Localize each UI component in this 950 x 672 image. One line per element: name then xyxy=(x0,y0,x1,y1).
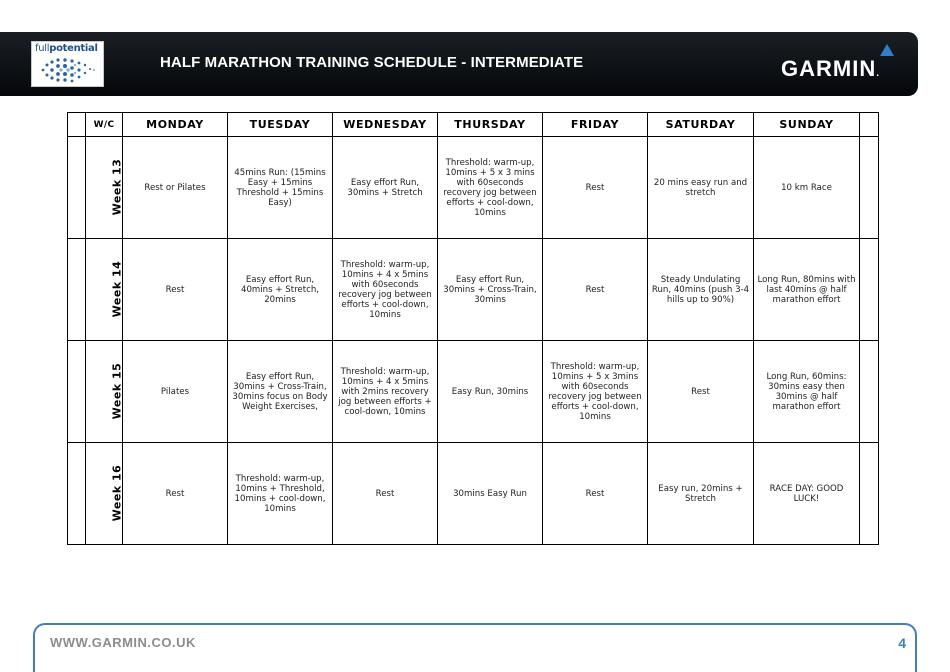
page-number: 4 xyxy=(898,635,906,651)
table-cell: RACE DAY: GOOD LUCK! xyxy=(754,443,860,545)
table-row xyxy=(68,239,879,341)
table-cell: 30mins Easy Run xyxy=(438,443,543,545)
table-cell: Easy effort Run, 40mins + Stretch, 20mins xyxy=(228,239,333,341)
column-header-thursday: THURSDAY xyxy=(438,113,543,137)
fullpotential-logo xyxy=(31,41,104,87)
week-label: Week 13 xyxy=(110,158,124,216)
week-label: Week 16 xyxy=(110,464,124,522)
table-cell: Easy Run, 30mins xyxy=(438,341,543,443)
table-cell: 10 km Race xyxy=(754,137,860,239)
header-spacer-right xyxy=(860,113,879,137)
row-spacer-left xyxy=(68,137,86,239)
week-cell xyxy=(86,239,123,341)
table-cell: 20 mins easy run and stretch xyxy=(648,137,754,239)
table-row xyxy=(68,341,879,443)
table-cell: Easy effort Run, 30mins + Stretch xyxy=(333,137,438,239)
training-schedule-table xyxy=(67,112,879,545)
table-row xyxy=(68,137,879,239)
garmin-triangle-icon xyxy=(880,44,894,56)
row-spacer-right xyxy=(860,443,879,545)
table-cell: Long Run, 60mins: 30mins easy then 30mins @ half marathon effort xyxy=(754,341,860,443)
fullpotential-logo-icon xyxy=(37,56,99,84)
row-spacer-left xyxy=(68,341,86,443)
table-row xyxy=(68,443,879,545)
table-cell: 45mins Run: (15mins Easy + 15mins Threshold + 15mins Easy) xyxy=(228,137,333,239)
table-cell: Rest or Pilates xyxy=(123,137,228,239)
column-header-saturday: SATURDAY xyxy=(648,113,754,137)
table-cell: Easy effort Run, 30mins + Cross-Train, 30mins focus on Body Weight Exercises, xyxy=(228,341,333,443)
table-cell: Rest xyxy=(543,137,648,239)
row-spacer-right xyxy=(860,341,879,443)
row-spacer-right xyxy=(860,239,879,341)
row-spacer-right xyxy=(860,137,879,239)
week-label: Week 14 xyxy=(110,260,124,318)
table-cell: Rest xyxy=(123,443,228,545)
week-label: Week 15 xyxy=(110,362,124,420)
table-cell: Rest xyxy=(543,443,648,545)
table-cell: Long Run, 80mins with last 40mins @ half marathon effort xyxy=(754,239,860,341)
logo-wordmark: fullpotential xyxy=(35,43,98,54)
page-footer xyxy=(33,623,917,672)
column-header-wednesday: WEDNESDAY xyxy=(333,113,438,137)
table-cell: Easy effort Run, 30mins + Cross-Train, 30mins xyxy=(438,239,543,341)
table-cell: Threshold: warm-up, 10mins + Threshold, 10mins + cool-down, 10mins xyxy=(228,443,333,545)
column-header-wc: W/C xyxy=(86,113,123,137)
week-cell xyxy=(86,341,123,443)
week-cell xyxy=(86,137,123,239)
table-header-row xyxy=(68,113,879,137)
table-cell: Rest xyxy=(123,239,228,341)
week-cell xyxy=(86,443,123,545)
table-cell: Threshold: warm-up, 10mins + 4 x 5mins with 2mins recovery jog between efforts + cool-down, 10mins xyxy=(333,341,438,443)
table-cell: Threshold: warm-up, 10mins + 5 x 3 mins with 60seconds recovery jog between efforts + cool-down, 10mins xyxy=(438,137,543,239)
table-cell: Easy run, 20mins + Stretch xyxy=(648,443,754,545)
table-cell: Rest xyxy=(648,341,754,443)
garmin-logo: GARMIN. xyxy=(781,56,880,81)
header-spacer-left xyxy=(68,113,86,137)
footer-website-link[interactable]: WWW.GARMIN.CO.UK xyxy=(50,635,196,650)
column-header-tuesday: TUESDAY xyxy=(228,113,333,137)
row-spacer-left xyxy=(68,239,86,341)
row-spacer-left xyxy=(68,443,86,545)
column-header-monday: MONDAY xyxy=(123,113,228,137)
column-header-sunday: SUNDAY xyxy=(754,113,860,137)
table-cell: Rest xyxy=(543,239,648,341)
page-header xyxy=(0,32,918,96)
table-cell: Rest xyxy=(333,443,438,545)
column-header-friday: FRIDAY xyxy=(543,113,648,137)
table-cell: Pilates xyxy=(123,341,228,443)
table-cell: Threshold: warm-up, 10mins + 4 x 5mins with 60seconds recovery jog between efforts + cool-down, 10mins xyxy=(333,239,438,341)
table-cell: Threshold: warm-up, 10mins + 5 x 3mins with 60seconds recovery jog between efforts + cool-down, 10mins xyxy=(543,341,648,443)
table-cell: Steady Undulating Run, 40mins (push 3-4 hills up to 90%) xyxy=(648,239,754,341)
page-title: HALF MARATHON TRAINING SCHEDULE - INTERMEDIATE xyxy=(160,54,584,71)
